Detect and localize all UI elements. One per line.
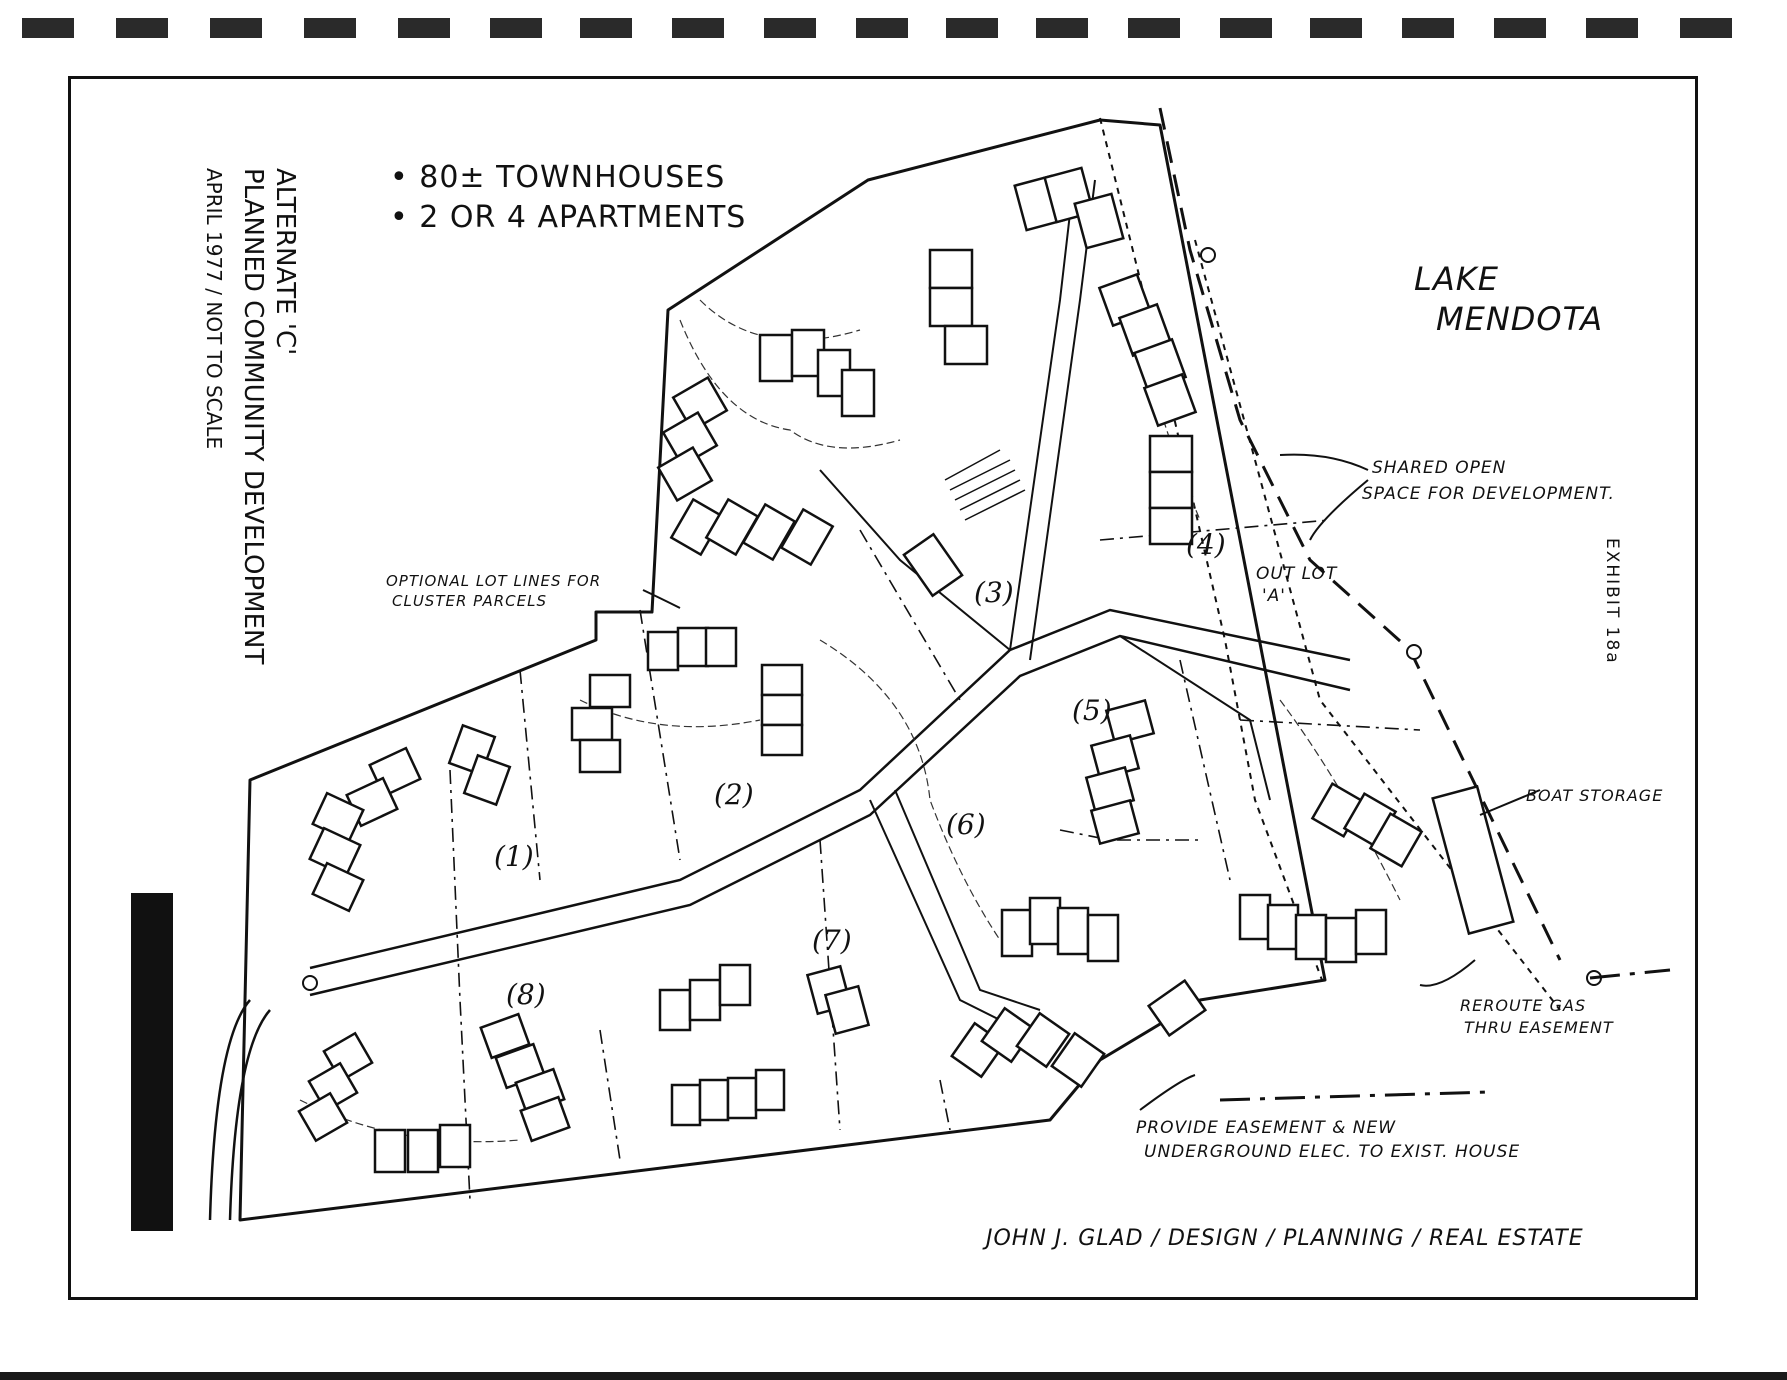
lot-number-5: (5): [1072, 694, 1112, 727]
boat-storage-label: BOAT STORAGE: [1526, 786, 1664, 805]
out-lot-label-1: OUT LOT: [1256, 564, 1338, 584]
lot-number-1: (1): [494, 840, 534, 873]
lot-number-3: (3): [974, 576, 1014, 609]
designer-credit: JOHN J. GLAD / DESIGN / PLANNING / REAL ESTATE: [986, 1226, 1584, 1251]
lot-number-2: (2): [714, 778, 754, 811]
exhibit-label: EXHIBIT 18a: [1602, 538, 1622, 665]
reroute-gas-label-1: REROUTE GAS: [1460, 996, 1587, 1015]
out-lot-label-2: 'A': [1262, 586, 1286, 606]
optional-lot-lines-label-1: OPTIONAL LOT LINES FOR: [386, 572, 602, 590]
plan-title-line2: PLANNED COMMUNITY DEVELOPMENT: [238, 168, 268, 665]
lake-label-line2: MENDOTA: [1436, 300, 1604, 338]
plan-title-line1: ALTERNATE 'C': [270, 168, 300, 356]
shared-open-space-label-1: SHARED OPEN: [1372, 458, 1507, 478]
lot-number-7: (7): [812, 924, 852, 957]
plan-date: APRIL 1977 / NOT TO SCALE: [202, 168, 226, 450]
townhouse-units: [299, 168, 1422, 1172]
lot-number-8: (8): [506, 978, 546, 1011]
hatched-area: [945, 450, 1025, 520]
boat-storage-area: [1433, 786, 1514, 933]
lot-number-6: (6): [946, 808, 986, 841]
easement-label-2: UNDERGROUND ELEC. TO EXIST. HOUSE: [1144, 1142, 1521, 1162]
townhouse-count-note: • 80± TOWNHOUSES: [390, 160, 726, 195]
lake-label-line1: LAKE: [1414, 260, 1499, 298]
easement-label-1: PROVIDE EASEMENT & NEW: [1136, 1118, 1397, 1138]
reroute-gas-label-2: THRU EASEMENT: [1464, 1018, 1614, 1037]
optional-lot-lines-label-2: CLUSTER PARCELS: [392, 592, 547, 610]
apartment-count-note: • 2 OR 4 APARTMENTS: [390, 200, 747, 235]
lot-number-4: (4): [1186, 528, 1226, 561]
shared-open-space-label-2: SPACE FOR DEVELOPMENT.: [1362, 484, 1615, 504]
